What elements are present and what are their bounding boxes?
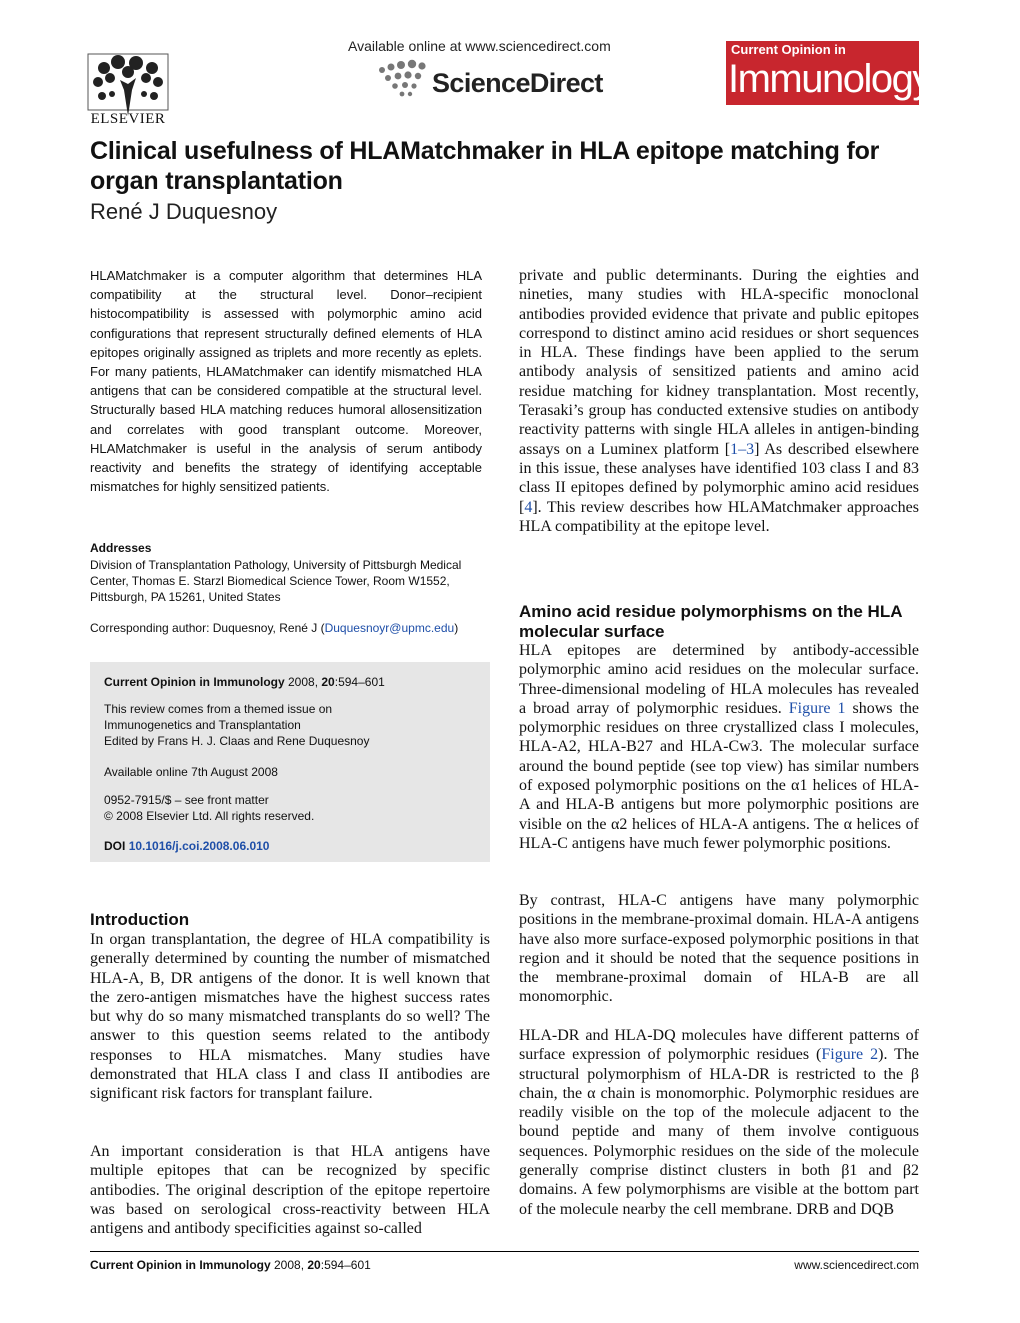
footer-url[interactable]: www.sciencedirect.com	[794, 1258, 919, 1272]
figure-1-link[interactable]: Figure 1	[788, 699, 846, 717]
introduction-paragraph-1: In organ transplantation, the degree of HLA compatibility is generally determined by counting the number of mismatched HLA-A, B, DR antigens of the donor. It is well known that the zero-antigen mismatches have the highest success rates but why do so many mismatched transplants do so well? The answer to this question seems related to the antibody responses to HLA mismatches. Many studies have demonstrated that HLA class I and class II antibodies are significant risk factors for transplant failure.	[90, 931, 490, 1103]
body-text: HLA-DR and HLA-DQ molecules have different patterns of surface expression of polymorphic residues (	[519, 1027, 919, 1064]
info-journal-citation	[104, 674, 385, 690]
body-text: private and public determinants. During the eighties and nineties, many studies with HLA-specific monoclonal antibodies provided evidence that private and public epitopes correspond to distinct amino acid residues or short sequences in HLA. These findings have been applied to the serum antibody analysis of sensitized patients and amino acid residue matching for kidney transplantation. Most recently, Terasaki’s group has conducted extensive studies on antibody reactivity patterns with single HLA alleles in antigen-binding assays on a Luminex platform [	[519, 267, 919, 458]
journal-badge	[726, 41, 931, 105]
article-title: Clinical usefulness of HLAMatchmaker in HLA epitope matching for organ transplantation	[90, 137, 880, 195]
body-paragraph-3: By contrast, HLA-C antigens have many polymorphic positions in the membrane-proximal domain. HLA-A antigens have also more surface-exposed polymorphic positions in that region and it should be noted that the sequence positions in the membrane-proximal domain of HLA-B are all monomorphic.	[519, 892, 919, 1006]
reference-link-4[interactable]: 4	[524, 498, 533, 516]
info-editors: Edited by Frans H. J. Claas and Rene Duquesnoy	[104, 734, 370, 748]
footer-pages: :594–601	[320, 1258, 371, 1272]
info-journal-name: Current Opinion in Immunology	[104, 675, 285, 689]
reference-link-1-3[interactable]: 1–3	[730, 440, 755, 458]
footer-volume: 20	[307, 1258, 321, 1272]
doi-link[interactable]: 10.1016/j.coi.2008.06.010	[128, 839, 270, 853]
info-copyright: © 2008 Elsevier Ltd. All rights reserved.	[104, 809, 315, 823]
info-issn-line: 0952-7915/$ – see front matter	[104, 793, 269, 807]
sciencedirect-wordmark: ScienceDirect	[432, 68, 603, 98]
info-issn	[104, 792, 314, 824]
section-heading-amino-acid: Amino acid residue polymorphisms on the HLA molecular surface	[519, 602, 902, 641]
corresponding-label: Corresponding author: Duquesnoy, René J (	[90, 621, 325, 635]
corresponding-author	[90, 621, 458, 635]
info-pages: :594–601	[334, 675, 385, 689]
footer-citation	[90, 1258, 371, 1272]
footer-journal: Current Opinion in Immunology	[90, 1258, 271, 1272]
body-text: shows the polymorphic residues on three crystallized class I molecules, HLA-A2, HLA-B27 and HLA-Cw3. The molecular surface around the bound peptide (see top view) has similar numbers of exposed polymorphic positions on the α1 helices of HLA-A and HLA-B antigens but more polymorphic positions are visible on the α2 helices of HLA-A antigens. The α helices of HLA-C antigens have much fewer polymorphic positions.	[519, 699, 919, 852]
figure-2-link[interactable]: Figure 2	[821, 1046, 879, 1064]
article-author: René J Duquesnoy	[90, 199, 278, 224]
elsevier-wordmark: ELSEVIER	[90, 111, 166, 127]
body-paragraph-2	[519, 641, 919, 853]
footer-year: 2008,	[274, 1258, 305, 1272]
available-online-text[interactable]: Available online at www.sciencedirect.com	[348, 38, 611, 54]
info-volume: 20	[321, 675, 335, 689]
body-text: ]. This review describes how HLAMatchmaker approaches HLA compatibility at the epitope level.	[519, 498, 919, 535]
body-text: ). The structural polymorphism of HLA-DR is restricted to the β chain, the α chain is monomorphic. Polymorphic residues are readily visible on the top of the molecule adjacent to the bound peptide and many of them involve contiguous sequences. Polymorphic residues on the side of the molecule generally comprise distinct clusters in both β1 and β2 domains. A few polymorphisms are visible at the bottom part of the molecule nearby the cell membrane. DRB and DQB	[519, 1046, 919, 1218]
introduction-heading: Introduction	[90, 910, 190, 929]
journal-badge-prefix: Current Opinion in	[731, 42, 846, 57]
body-paragraph-4	[519, 1026, 919, 1219]
info-available-online: Available online 7th August 2008	[104, 765, 278, 779]
body-text: HLA epitopes are determined by antibody-accessible polymorphic amino acid residues on the molecular surface. Three-dimensional modeling of HLA molecules has revealed a broad array of polymorphic residues.	[519, 642, 919, 717]
footer-divider	[90, 1251, 919, 1252]
journal-badge-name: Immunology	[728, 57, 931, 101]
abstract: HLAMatchmaker is a computer algorithm that determines HLA compatibility at the structural level. Donor–recipient histocompatibility is assessed with polymorphic amino acid configurations that represent structurally defined elements of HLA epitopes originally assigned as triplets and more recently as eplets. For many patients, HLAMatchmaker can identify mismatched HLA antigens that can be considered compatible at the structural level. Structurally based HLA matching reduces humoral allosensitization and correlates with good transplant outcome. Moreover, HLAMatchmaker is useful in the analysis of serum antibody reactivity and benefits the strategy of identifying acceptable mismatches for highly sensitized patients.	[90, 268, 482, 495]
info-theme-line: This review comes from a themed issue on	[104, 702, 333, 716]
article-info-box	[90, 662, 490, 862]
addresses-heading: Addresses	[90, 541, 152, 555]
info-theme-name: Immunogenetics and Transplantation	[104, 718, 301, 732]
info-doi-label: DOI	[104, 839, 126, 853]
info-theme	[104, 701, 474, 749]
author-email-link[interactable]: Duquesnoyr@upmc.edu	[324, 621, 455, 635]
introduction-paragraph-2: An important consideration is that HLA antigens have multiple epitopes that can be recognized by specific antibodies. The original description of the epitope repertoire was based on serological cross-reactivity between HLA antigens and antibody specificities against so-called	[90, 1143, 490, 1238]
info-year: 2008,	[288, 675, 319, 689]
corresponding-close: )	[454, 621, 459, 635]
addresses-text: Division of Transplantation Pathology, University of Pittsburgh Medical Center, Thomas E. Starzl Biomedical Science Tower, Room W1552, Pittsburgh, PA 15261, United States	[90, 558, 462, 604]
info-doi	[104, 838, 269, 854]
body-paragraph-1	[519, 266, 919, 536]
body-text: ] As described elsewhere in this issue, these analyses have identified 103 class I and 83 class II epitopes defined by polymorphic amino acid residues [	[519, 440, 920, 516]
